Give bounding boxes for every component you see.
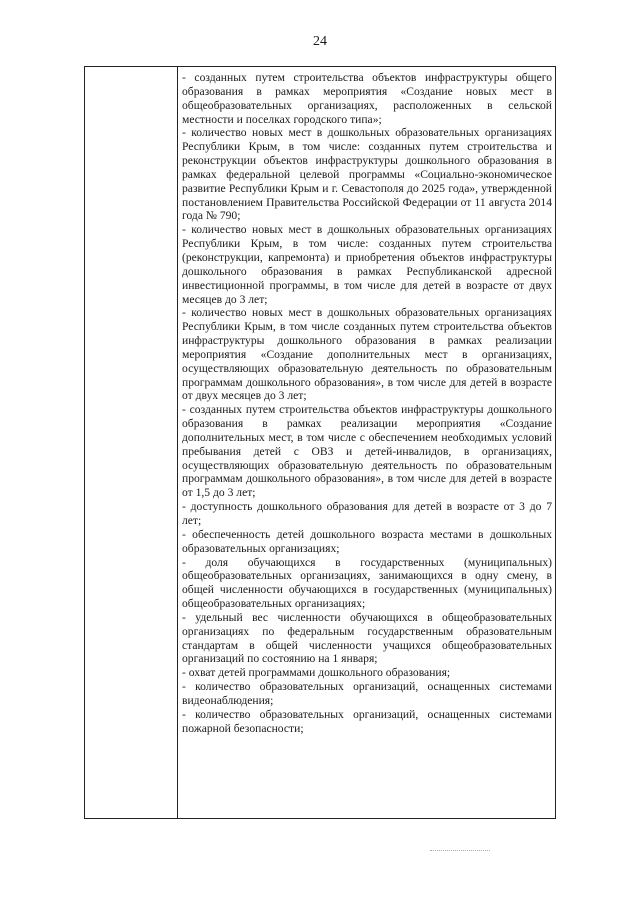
list-item: - охват детей программами дошкольного образования; (182, 666, 451, 680)
column-divider (177, 67, 178, 818)
indicator-table (84, 66, 556, 819)
scan-artifact (430, 850, 490, 853)
list-item: - количество новых мест в дошкольных образовательных организациях Республики Крым, в том числе: созданных путем строительства и реконструкции объектов инфраструктуры дошкольного образования в рамках федеральной целевой программы «Социально-экономическое развитие Республики Крым и г. Севастополя до 2025 года», утвержденной постановлением Правительства Российской Федерации от 11 августа 2014 года № 790; (182, 126, 552, 223)
list-item: - количество новых мест в дошкольных образовательных организациях Республики Крым, в том числе: созданных путем строительства (реконструкции, капремонта) и приобретения объектов инфраструктуры дошкольного образования в рамках Республиканской адресной инвестиционной программы, в том числе для детей в возрасте от двух месяцев до 3 лет; (182, 223, 552, 306)
list-item: - доля обучающихся в государственных (муниципальных) общеобразовательных организациях, занимающихся в одну смену, в общей численности обучающихся в государственных (муниципальных) общеобразовательных организациях; (182, 555, 552, 611)
page-number: 24 (313, 34, 327, 49)
list-item: - доступность дошкольного образования для детей в возрасте от 3 до 7 лет; (182, 500, 552, 527)
list-item: - обеспеченность детей дошкольного возраста местами в дошкольных образовательных организациях; (182, 527, 552, 555)
list-item: - количество образовательных организаций, оснащенных системами видеонаблюдения; (182, 680, 552, 707)
list-item: - удельный вес численности обучающихся в общеобразовательных организациях по федеральным государственным образовательным стандартам в общей численности учащихся общеобразовательных организаций по состоянию на 1 января; (182, 610, 552, 666)
indicator-list (182, 71, 552, 736)
list-item: - созданных путем строительства объектов инфраструктуры дошкольного образования в рамках реализации мероприятия «Создание дополнительных мест, в том числе с обеспечением необходимых условий пребывания детей с ОВЗ и детей-инвалидов, в организациях, осуществляющих образовательную деятельность по образовательным программам дошкольного образования», в том числе для детей в возрасте от 1,5 до 3 лет; (182, 403, 552, 500)
list-item: - количество образовательных организаций, оснащенных системами пожарной безопасности; (182, 707, 552, 735)
list-item: - количество новых мест в дошкольных образовательных организациях Республики Крым, в том числе созданных путем строительства объектов инфраструктуры дошкольного образования в рамках реализации мероприятия «Создание дополнительных мест в организациях, осуществляющих образовательную деятельность по образовательным программам дошкольного образования», в том числе для детей в возрасте от двух месяцев до 3 лет; (182, 306, 552, 403)
list-item: - созданных путем строительства объектов инфраструктуры общего образования в рамках мероприятия «Создание новых мест в общеобразовательных организациях, расположенных в сельской местности и поселках городского типа»; (182, 71, 552, 126)
